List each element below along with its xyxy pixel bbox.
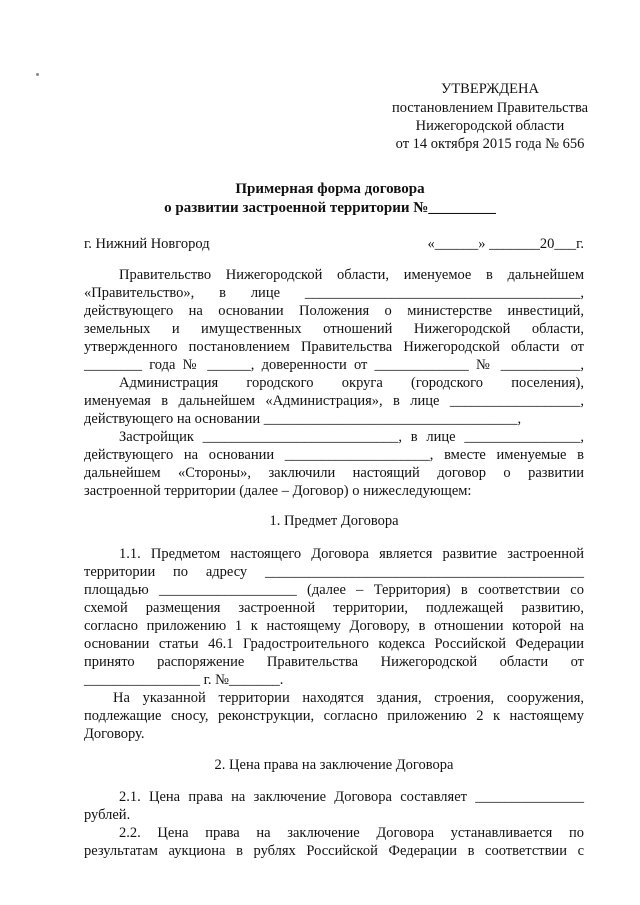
section-1-line-10: Договору. — [84, 726, 145, 742]
body-line-6: Администрация городского округа (городского поселения), — [119, 375, 584, 391]
section-1-line-1: территории по адресу ____________________________________________ — [84, 564, 584, 580]
section-1-heading: 1. Предмет Договора — [269, 513, 399, 529]
place-date-row — [84, 235, 584, 253]
section-2-line-2: 2.2. Цена права на заключение Договора устанавливается по — [119, 825, 584, 841]
date-text: «______» _______20___г. — [427, 236, 584, 252]
body-line-0: Правительство Нижегородской области, именуемое в дальнейшем — [119, 267, 584, 283]
document-title-line-2: о развитии застроенной территории №_________ — [164, 200, 496, 216]
section-1-line-9: подлежащие сносу, реконструкции, согласно приложению 2 к настоящему — [84, 708, 584, 724]
body-line-11: дальнейшем «Стороны», заключили настоящий договор о развитии — [84, 465, 584, 481]
body-line-2: действующего на основании Положения о министерстве инвестиций, — [84, 303, 584, 319]
section-1-line-2: площадью ___________________ (далее – Территория) в соответствии со — [84, 582, 584, 598]
body-line-3: земельных и имущественных отношений Нижегородской области, — [84, 321, 584, 337]
approval-line-3: от 14 октября 2015 года № 656 — [395, 136, 585, 152]
section-1-line-6: принято распоряжение Правительства Нижегородской области от — [84, 654, 584, 670]
body-line-12: застроенной территории (далее – Договор) о нижеследующем: — [84, 483, 472, 499]
body-line-1: «Правительство», в лице ______________________________________, — [84, 285, 584, 301]
document-title-line-1: Примерная форма договора — [235, 181, 425, 197]
scan-speck — [36, 73, 39, 76]
body-line-4: утвержденного постановлением Правительства Нижегородской области от — [84, 339, 584, 355]
section-1-line-8: На указанной территории находятся здания, строения, сооружения, — [113, 690, 584, 706]
approval-line-1: постановлением Правительства — [391, 100, 589, 116]
section-1-line-7: ________________ г. №_______. — [84, 672, 284, 688]
place-text: г. Нижний Новгород — [84, 236, 210, 252]
section-2-heading: 2. Цена права на заключение Договора — [214, 757, 454, 773]
section-2-line-0: 2.1. Цена права на заключение Договора составляет _______________ — [119, 789, 584, 805]
section-1-line-3: схемой размещения застроенной территории, подлежащей развитию, — [84, 600, 584, 616]
section-2-line-1: рублей. — [84, 807, 131, 823]
body-line-8: действующего на основании ___________________________________, — [84, 411, 522, 427]
body-line-5: ________ года № ______, доверенности от _____________ № ___________, — [84, 357, 584, 373]
section-1-line-0: 1.1. Предметом настоящего Договора является развитие застроенной — [119, 546, 584, 562]
section-2-line-3: результатам аукциона в рублях Российской Федерации в соответствии с — [84, 843, 584, 859]
approval-title: УТВЕРЖДЕНА — [441, 81, 539, 97]
approval-line-2: Нижегородской области — [415, 118, 565, 134]
body-line-9: Застройщик ___________________________, в лице ________________, — [119, 429, 584, 445]
section-1-line-4: согласно приложению 1 к настоящему Договору, в отношении которой на — [84, 618, 584, 634]
body-line-10: действующего на основании ____________________, вместе именуемые в — [84, 447, 584, 463]
section-1-line-5: основании статьи 46.1 Градостроительного кодекса Российской Федерации — [84, 636, 584, 652]
body-line-7: именуемая в дальнейшем «Администрация», в лице __________________, — [84, 393, 584, 409]
